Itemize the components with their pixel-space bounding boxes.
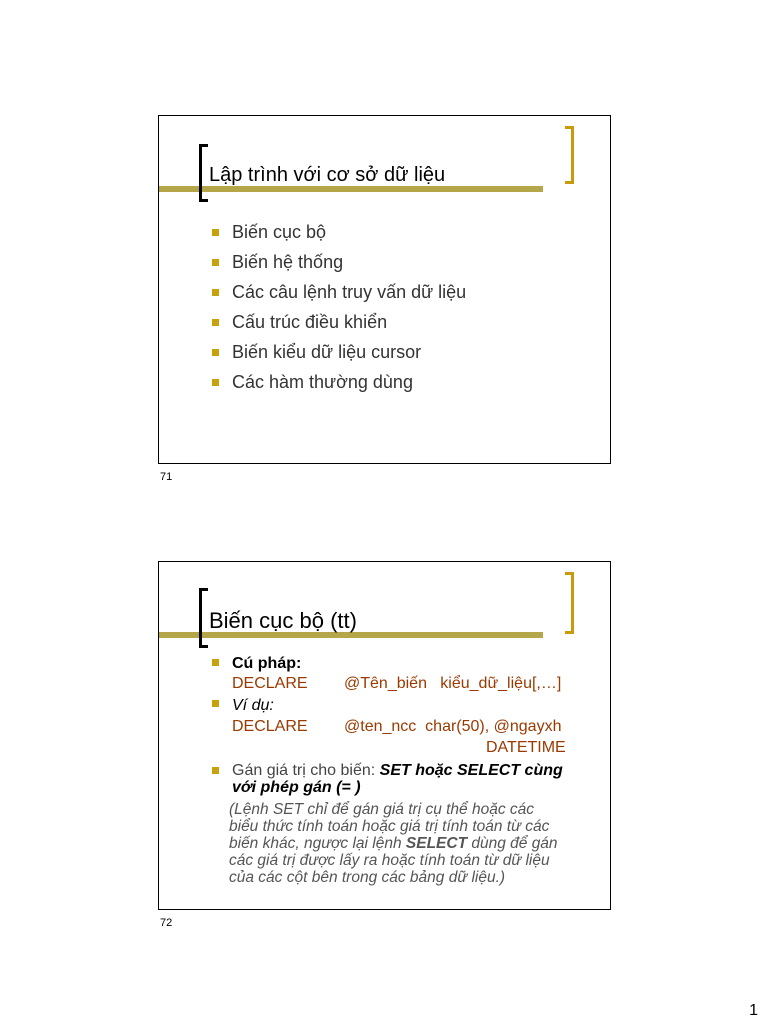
example-body-continued: DATETIME	[486, 739, 566, 756]
example-label: Ví dụ:	[232, 697, 274, 714]
right-bracket	[565, 126, 574, 184]
slide-title: Biến cục bộ (tt)	[209, 608, 357, 633]
assign-bold-1: SET hoặc SELECT cùng	[379, 762, 563, 779]
slide-71	[158, 115, 611, 464]
list-item: Biến cục bộ	[212, 220, 466, 250]
left-bracket	[199, 144, 208, 202]
assign-block	[212, 762, 607, 796]
list-item: Biến hệ thống	[212, 250, 466, 280]
slide-page-number: 72	[160, 917, 173, 929]
bullet-icon	[212, 700, 219, 707]
left-bracket	[199, 588, 208, 648]
syntax-body: @Tên_biến kiểu_dữ_liệu[,…]	[344, 675, 562, 692]
list-item: Các hàm thường dùng	[212, 370, 466, 400]
right-bracket	[565, 572, 574, 634]
list-item: Các câu lệnh truy vấn dữ liệu	[212, 280, 466, 310]
assign-text: Gán giá trị cho biến:	[232, 762, 380, 779]
bullet-icon	[212, 379, 219, 386]
example-keyword: DECLARE	[232, 718, 308, 735]
syntax-keyword: DECLARE	[232, 675, 308, 692]
bullet-list	[212, 220, 466, 400]
list-item: Cấu trúc điều khiển	[212, 310, 466, 340]
example-body: @ten_ncc char(50), @ngayxh	[344, 718, 562, 735]
syntax-block	[212, 654, 607, 694]
bullet-icon	[212, 659, 219, 666]
slide-72	[158, 561, 611, 910]
bullet-icon	[212, 349, 219, 356]
example-block	[212, 695, 607, 758]
document-page-number: 1	[749, 1002, 758, 1019]
slide-title: Lập trình với cơ sở dữ liệu	[209, 164, 446, 186]
bullet-icon	[212, 319, 219, 326]
bullet-icon	[212, 767, 219, 774]
slide-page-number: 71	[160, 471, 173, 483]
syntax-label: Cú pháp:	[232, 655, 302, 672]
list-item: Biến kiểu dữ liệu cursor	[212, 340, 466, 370]
note-paragraph: (Lệnh SET chỉ để gán giá trị cụ thể hoặc các biểu thức tính toán hoặc giá trị tính toán từ các biến khác, ngược lại lệnh SELECT dùng để gán các giá trị được lấy ra hoặc tính toán từ dữ liệu của các cột bên trong các bảng dữ liệu.)	[229, 801, 558, 886]
assign-bold-2: với phép gán (= )	[232, 779, 361, 796]
bullet-icon	[212, 259, 219, 266]
bullet-icon	[212, 229, 219, 236]
bullet-icon	[212, 289, 219, 296]
